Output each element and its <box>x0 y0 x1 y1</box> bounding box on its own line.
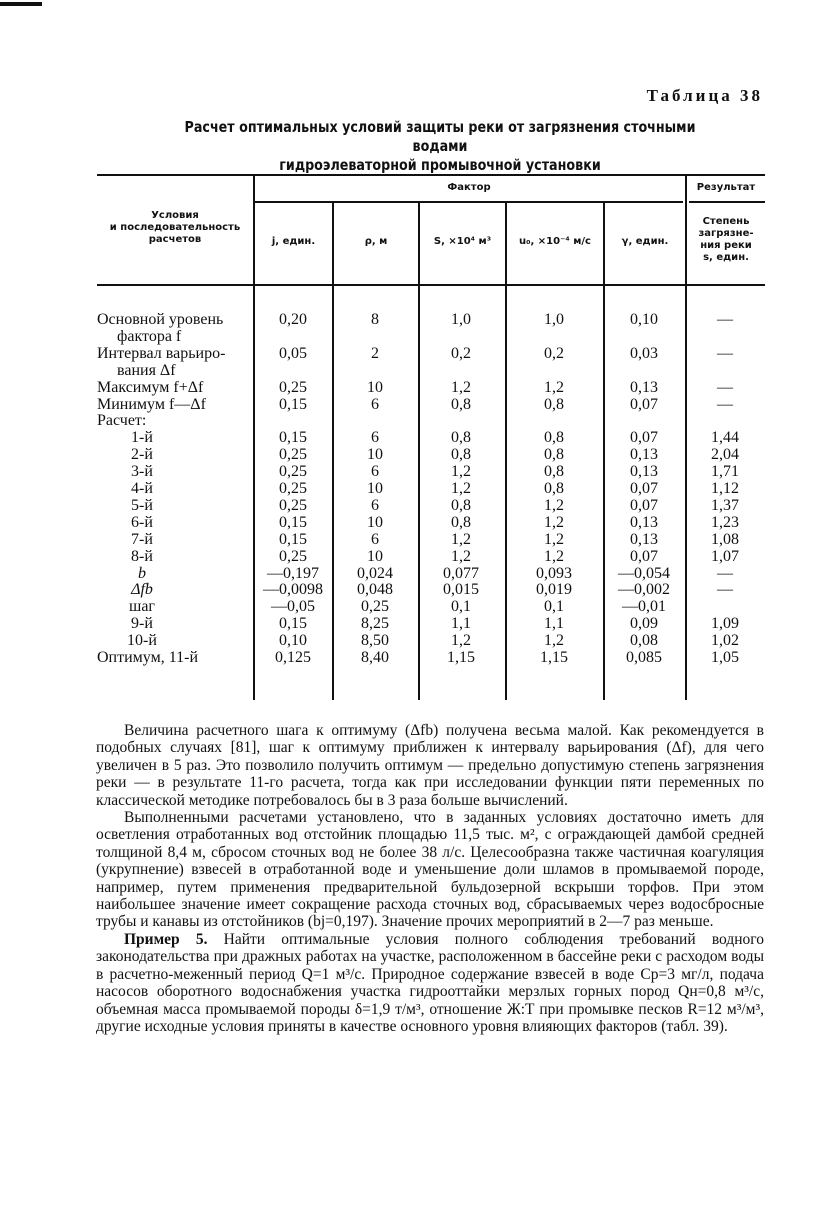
table-cell: 1,2 <box>451 530 471 548</box>
table-cell: 0,25 <box>279 378 307 396</box>
table-top-rule <box>97 174 765 176</box>
table-cell: 0,07 <box>630 496 658 514</box>
table-cell: 6 <box>371 463 379 481</box>
table-cell: 10 <box>367 547 383 565</box>
table-cell: 1,2 <box>544 378 564 396</box>
table-cell: 10 <box>367 513 383 531</box>
row-label: Оптимум, 11-й <box>97 649 199 666</box>
table-cell: 1,2 <box>544 547 564 565</box>
table-title-line2: гидроэлеваторной промывочной установки <box>279 156 601 174</box>
table-cell: 1,2 <box>451 547 471 565</box>
table-cell: —0,054 <box>618 564 670 582</box>
row-label: Минимум f—Δf <box>97 395 206 413</box>
table-cell: 0,13 <box>630 530 658 548</box>
example-lead: Пример 5. <box>124 930 208 948</box>
table-cell: 0,07 <box>630 429 658 447</box>
table-cell: 1,1 <box>451 615 471 633</box>
row-label: 8-й <box>131 547 153 565</box>
table-cell: 0,1 <box>451 598 471 616</box>
table-cell: 0,8 <box>544 463 564 481</box>
table-cell: 0,09 <box>630 615 658 633</box>
table-title-line1: Расчет оптимальных условий защиты реки от загрязнения сточными водами <box>184 118 696 155</box>
table-cell: 0,8 <box>544 429 564 447</box>
table-cell: —0,197 <box>267 564 319 582</box>
table-cell: 1,71 <box>711 463 739 481</box>
row-label: вания Δf <box>117 361 176 379</box>
table-cell: 0,13 <box>630 446 658 464</box>
table-cell: 1,44 <box>711 429 739 447</box>
table-cell: 0,05 <box>279 344 307 362</box>
table-cell: 0,13 <box>630 378 658 396</box>
table-cell: 10 <box>367 446 383 464</box>
table-cell: 0,048 <box>357 581 393 599</box>
table-cell: 0,8 <box>544 446 564 464</box>
col-header-conditions: Условия и последовательность расчетов <box>109 210 241 245</box>
row-label: Максимум f+Δf <box>97 378 204 396</box>
table-cell: 0,2 <box>544 344 564 362</box>
table-cell: 1,2 <box>451 480 471 497</box>
table-cell: 0,07 <box>630 395 658 413</box>
table-cell: —0,0098 <box>263 581 323 599</box>
row-label: 4-й <box>131 480 153 497</box>
factor-group-rule <box>255 201 683 203</box>
table-cell: 1,02 <box>711 632 739 650</box>
table-cell: 0,13 <box>630 463 658 481</box>
table-cell: 1,05 <box>711 649 739 666</box>
table-cell: —0,01 <box>622 598 666 616</box>
col-header-factor: ρ, м <box>364 236 388 247</box>
row-label: шаг <box>129 598 155 616</box>
table-cell: 1,08 <box>711 530 739 548</box>
table-cell: 1,2 <box>544 513 564 531</box>
table-cell: 1,2 <box>544 496 564 514</box>
row-label: 5-й <box>131 496 153 514</box>
table-cell: 0,015 <box>443 581 479 599</box>
body-text <box>96 722 764 1035</box>
table-cell: 0,8 <box>544 395 564 413</box>
table-cell: 1,2 <box>451 378 471 396</box>
row-label: 2-й <box>131 446 153 464</box>
table-cell: 0,07 <box>630 547 658 565</box>
table-number: Таблица 38 <box>646 86 763 105</box>
table-cell: 0,8 <box>544 480 564 497</box>
row-label: Δfb <box>131 581 153 599</box>
table-cell: 0,25 <box>279 547 307 565</box>
table-cell: 8,40 <box>361 649 389 666</box>
table-cell: 0,15 <box>279 530 307 548</box>
table-title <box>161 118 719 175</box>
table-cell: — <box>717 378 733 396</box>
table-cell: 1,23 <box>711 513 739 531</box>
row-label: Основной уровень <box>97 311 224 328</box>
paragraph-1: Величина расчетного шага к оптимуму (Δfb) получена весьма малой. Как рекомендуется в подобных случаях [81], шаг к оптимуму приближен к интервалу варьирования (Δf), для чего увеличен в 5 раз. Это позволило получить оптимум — предельно допустимую степень загрязнения реки — в результате 11-го расчета, тогда как при исследовании функции пяти переменных по классической методике потребовалось бы в 3 раза больше вычислений. <box>96 722 764 809</box>
table-cell: 0,15 <box>279 513 307 531</box>
table-cell: — <box>717 311 733 328</box>
example-text: Найти оптимальные условия полного соблюдения требований водного законодательства при дражных работах на участке, расположенном в бассейне реки с расходом воды в расчетно-меженный период Q=1 м³/с. Природное содержание взвесей в воде Cр=3 мг/л, подача насосов оборотного водоснабжения участка гидрооттайки мерзлых горных пород Qн=0,8 м³/с, объемная масса промываемой породы δ=1,9 т/м³, отношение Ж:Т при промывке песков R=12 м³/м³, другие исходные условия приняты в качестве основного уровня влияющих факторов (табл. 39). <box>96 930 764 1035</box>
table-cell: —0,002 <box>618 581 670 599</box>
table-cell: 8,25 <box>361 615 389 633</box>
table-cell: 0,024 <box>357 564 393 582</box>
row-label: 3-й <box>131 463 153 481</box>
table-cell: —0,05 <box>271 598 315 616</box>
table-cell: 0,08 <box>630 632 658 650</box>
row-label: 6-й <box>131 513 153 531</box>
row-label: 9-й <box>131 615 153 633</box>
result-group-rule <box>689 201 765 203</box>
table-cell: — <box>717 395 733 413</box>
table-cell: 0,15 <box>279 429 307 447</box>
table-cell: 1,0 <box>544 311 564 328</box>
table-cell: 0,15 <box>279 395 307 413</box>
col-header-result: Степень загрязне- ния реки s, един. <box>698 216 754 263</box>
table-cell: 1,37 <box>711 496 739 514</box>
table-cell: 0,10 <box>630 311 658 328</box>
table-cell: 0,10 <box>279 632 307 650</box>
table-cell: 0,8 <box>451 446 471 464</box>
table-cell: 0,077 <box>443 564 479 582</box>
column-divider <box>418 202 420 700</box>
table-cell: 0,13 <box>630 513 658 531</box>
table-cell: 1,2 <box>544 530 564 548</box>
table-cell: 0,25 <box>279 480 307 497</box>
row-label: 7-й <box>131 530 153 548</box>
table-cell: 8,50 <box>361 632 389 650</box>
table-cell: 0,25 <box>361 598 389 616</box>
column-divider <box>505 202 507 700</box>
table-cell: 1,15 <box>447 649 475 666</box>
table-cell: 0,8 <box>451 395 471 413</box>
table-cell: 0,1 <box>544 598 564 616</box>
table-cell: 0,019 <box>536 581 572 599</box>
table-cell: 1,1 <box>544 615 564 633</box>
table-cell: 8 <box>371 311 379 328</box>
table-cell: 0,25 <box>279 463 307 481</box>
table-cell: 0,125 <box>275 649 311 666</box>
table-cell: 6 <box>371 429 379 447</box>
table-cell: 1,12 <box>711 480 739 497</box>
table-cell: 1,2 <box>544 632 564 650</box>
table-cell: 0,085 <box>626 649 662 666</box>
table-cell: 0,25 <box>279 496 307 514</box>
table-cell: 1,2 <box>451 463 471 481</box>
table-cell: 0,25 <box>279 446 307 464</box>
table-cell: — <box>717 564 733 582</box>
row-label: b <box>138 564 146 582</box>
table-cell: 0,8 <box>451 429 471 447</box>
row-label: фактора f <box>117 327 182 345</box>
col-header-factor: j, един. <box>271 236 316 247</box>
table-cell: 1,07 <box>711 547 739 565</box>
table-cell: 1,0 <box>451 311 471 328</box>
table-cell: 6 <box>371 530 379 548</box>
table-cell: 0,8 <box>451 496 471 514</box>
table-cell: 0,20 <box>279 311 307 328</box>
table-header-rule <box>97 284 765 286</box>
table-cell: 2,04 <box>711 446 739 464</box>
table-cell: 1,09 <box>711 615 739 633</box>
group-header-factor: Фактор <box>447 182 491 193</box>
col-header-factor: u₀, ×10⁻⁴ м/с <box>519 236 591 247</box>
col-header-factor: γ, един. <box>621 236 669 247</box>
row-label: Интервал варьиро- <box>97 344 226 362</box>
table-cell: 6 <box>371 395 379 413</box>
table-cell: 10 <box>367 480 383 497</box>
table-cell: 2 <box>371 344 379 362</box>
table-cell: 0,15 <box>279 615 307 633</box>
table-cell: 0,2 <box>451 344 471 362</box>
table-cell: — <box>717 344 733 362</box>
row-label: 10-й <box>127 632 157 650</box>
table-cell: 0,8 <box>451 513 471 531</box>
table-cell: 0,093 <box>536 564 572 582</box>
table-cell: 1,15 <box>540 649 568 666</box>
paragraph-2: Выполненными расчетами установлено, что в заданных условиях достаточно иметь для осветления отработанных вод отстойник площадью 11,5 тыс. м², с ограждающей дамбой средней толщиной 8,4 м, сбросом сточных вод не более 38 л/с. Целесообразна также частичная коагуляция (укрупнение) взвесей в отработанной воде и уменьшение доли шламов в промываемой породе, например, путем применения предварительной бульдозерной вскрыши торфов. При этом наибольшее значение имеет сокращение расхода сточных вод, сбрасываемых через водосбросные трубы и канавы из отстойников (bj=0,197). Значение прочих мероприятий в 2—7 раз меньше. <box>96 809 764 931</box>
col-header-factor: S, ×10⁴ м³ <box>433 236 492 247</box>
table-cell: 0,03 <box>630 344 658 362</box>
group-header-result: Результат <box>696 182 756 193</box>
table-cell: — <box>717 581 733 599</box>
paragraph-3 <box>96 931 764 1035</box>
table-cell: 10 <box>367 378 383 396</box>
table-cell: 1,2 <box>451 632 471 650</box>
row-label: 1-й <box>131 429 153 447</box>
page-edge-mark <box>0 2 42 6</box>
row-label: Расчет: <box>97 412 147 430</box>
table-cell: 0,07 <box>630 480 658 497</box>
table-cell: 6 <box>371 496 379 514</box>
